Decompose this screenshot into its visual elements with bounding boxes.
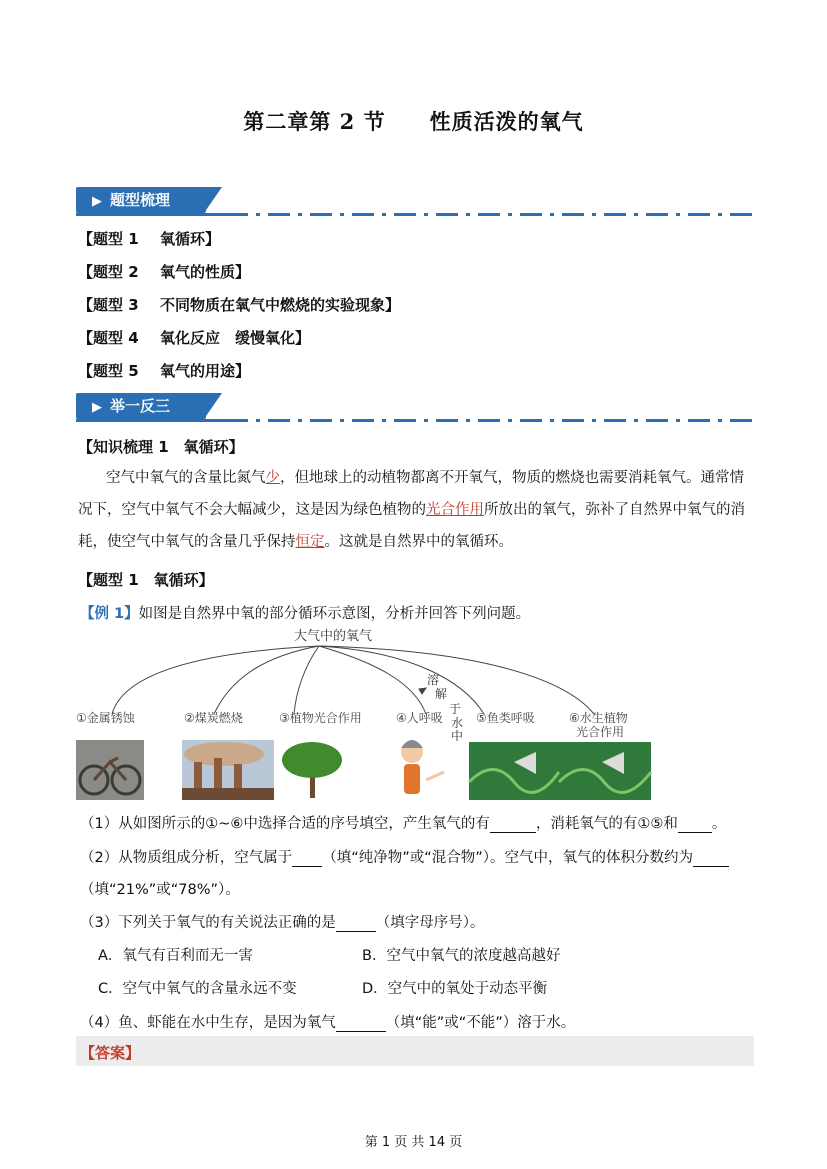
type-heading: 【题型 1 氧循环】: [78, 571, 214, 589]
answer-blank[interactable]: [336, 1017, 386, 1032]
toc-item: 【题型 4 氧化反应 缓慢氧化】: [78, 329, 311, 347]
keyword: 光合作用: [426, 502, 484, 518]
play-arrow-icon: ▶: [92, 194, 102, 209]
item-label: ⑥水生植物: [569, 711, 628, 725]
section-banner-examples: [76, 389, 756, 427]
dissolve-char: 中: [451, 729, 464, 743]
dissolve-char: 水: [451, 716, 464, 730]
section-banner-type-list: [76, 183, 756, 221]
cycle-arrow: [319, 646, 426, 714]
item-label: 光合作用: [576, 725, 625, 739]
option-d: D．空气中的氧处于动态平衡: [362, 981, 548, 997]
page-title: 第二章第 2 节 性质活泼的氧气: [243, 109, 584, 134]
toc-item: 【题型 2 氧气的性质】: [78, 263, 251, 281]
atmosphere-label: 大气中的氧气: [294, 629, 373, 644]
knowledge-heading: 【知识梳理 1 氧循环】: [78, 438, 244, 456]
question-2: （2）从物质组成分析，空气属于 （填“纯净物”或“混合物”）。空气中，氧气的体积分数约为: [80, 846, 729, 867]
banner-label: 举一反三: [110, 397, 171, 415]
toc-item: 【题型 1 氧循环】: [78, 230, 221, 248]
question-1: （1）从如图所示的①~⑥中选择合适的序号填空，产生氧气的有 ，消耗氧气的有①⑤和 。: [80, 816, 727, 832]
answer-blank[interactable]: [678, 818, 712, 833]
cycle-arrow: [294, 646, 319, 714]
answer-box: [76, 1036, 754, 1066]
item-label: ③植物光合作用: [279, 711, 362, 725]
oxygen-cycle-diagram: [74, 622, 664, 802]
dissolve-char: 解: [435, 687, 448, 701]
question-3: （3）下列关于氧气的有关说法正确的是 （填字母序号）。: [80, 915, 485, 931]
answer-blank[interactable]: [292, 852, 322, 867]
arrow-head: [419, 688, 426, 694]
item-label: ①金属锈蚀: [76, 711, 135, 725]
cycle-arrow: [214, 646, 319, 714]
banner-label: 题型梳理: [110, 191, 171, 209]
answer-blank[interactable]: [336, 917, 376, 932]
item-label: ②煤炭燃烧: [184, 711, 243, 725]
question-4: （4）鱼、虾能在水中生存，是因为氧气 （填“能”或“不能”）溶于水。: [80, 1015, 576, 1031]
example-label: 【例 1】: [80, 606, 139, 622]
keyword: 恒定: [295, 534, 325, 550]
answer-blank[interactable]: [693, 852, 729, 867]
answer-blank[interactable]: [490, 818, 536, 833]
knowledge-paragraph: 空气中氧气的含量比氮气少，但地球上的动植物都离不开氧气，物质的燃烧也需要消耗氧气。通常情况下，空气中氧气不会大幅减少，这是因为绿色植物的光合作用所放出的氧气，弥补了自然界中氧气的消耗，使空气中氧气的含量几乎保持恒定。这就是自然界中的氧循环。: [78, 470, 745, 550]
page-footer: 第 1 页 共 14 页: [364, 1135, 463, 1150]
play-arrow-icon: ▶: [92, 400, 102, 415]
cycle-arrow: [112, 646, 319, 714]
toc-item: 【题型 5 氧气的用途】: [78, 362, 251, 380]
dissolve-char: 于: [449, 702, 462, 716]
option-a: A．氧气有百利而无一害: [98, 948, 253, 964]
answer-label: 【答案】: [80, 1044, 141, 1062]
question-2-cont: （填“21%”或“78%”）。: [80, 882, 240, 898]
item-label: ⑤鱼类呼吸: [476, 711, 535, 725]
option-b: B．空气中氧气的浓度越高越好: [362, 948, 561, 964]
item-label: ④人呼吸: [396, 711, 443, 725]
toc-item: 【题型 3 不同物质在氧气中燃烧的实验现象】: [78, 296, 401, 314]
option-c: C．空气中氧气的含量永远不变: [98, 981, 297, 997]
dissolve-char: 溶: [427, 673, 440, 687]
tree-icon: [282, 742, 342, 778]
keyword: 少: [265, 470, 280, 486]
example-prompt: 【例 1】如图是自然界中氧的部分循环示意图，分析并回答下列问题。: [80, 606, 531, 622]
